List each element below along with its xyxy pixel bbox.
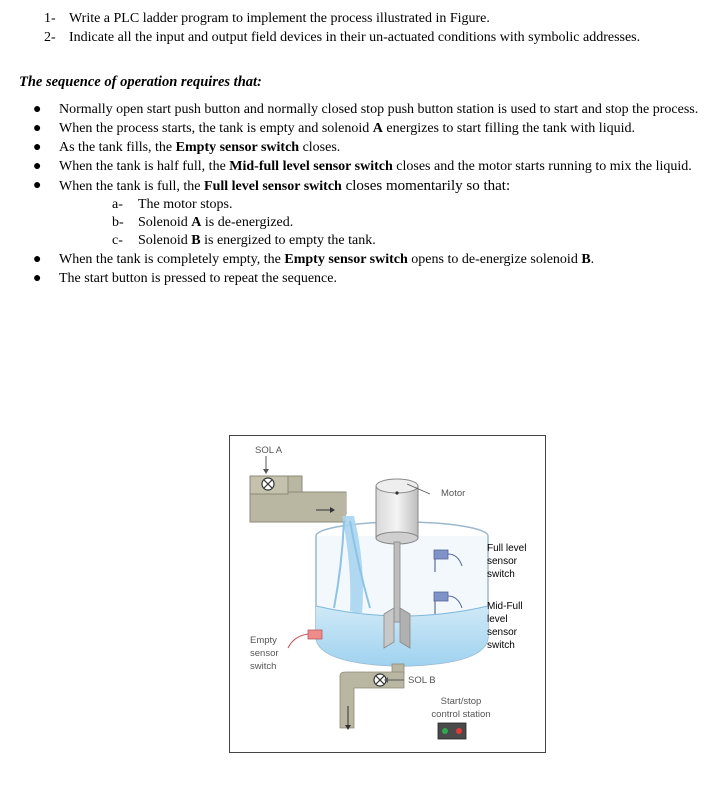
process-figure [229,435,546,753]
sequence-text: closes and the motor starts running to mix the liquid. [392,159,692,174]
empty-sensor-label [250,634,279,673]
sequence-text: When the tank is completely empty, the [59,252,285,267]
sequence-bold: Empty sensor switch [284,252,408,267]
bullet-icon: ● [33,121,42,136]
label-line: Mid-Full [487,601,523,612]
motor-label: Motor [441,488,466,499]
bullet-icon: ● [33,252,42,267]
sub-text: Solenoid [138,233,192,248]
task-item [44,9,640,28]
sequence-text: When the process starts, the tank is empty and solenoid [59,121,373,136]
sequence-bold: A [372,121,383,136]
full-level-label [487,542,526,581]
sequence-item [30,177,726,250]
inlet-pipe-run [286,492,346,522]
label-line: control station [431,709,491,720]
label-line: switch [487,569,515,580]
mid-full-label [487,600,523,652]
sub-letter: c- [112,233,123,248]
sequence-item [30,270,726,288]
sub-item [112,214,726,232]
sequence-bold: Full level sensor switch [204,179,342,194]
label-line: switch [487,640,515,651]
bullet-icon: ● [33,140,42,155]
sequence-text: As the tank fills, the [59,140,176,155]
sequence-text: closes. [299,140,341,155]
start-stop-label [420,695,502,721]
task-item [44,28,640,47]
bullet-icon: ● [33,159,42,174]
sub-item [112,232,726,250]
sequence-text: When the tank is full, the [59,179,205,194]
sub-text: Solenoid [138,215,192,230]
start-button-icon [442,728,448,734]
task-list [44,9,640,47]
sol-a-label: SOL A [255,445,283,456]
task-text: Write a PLC ladder program to implement the process illustrated in Figure. [69,11,490,26]
mixer-blade [384,608,394,648]
mid-full-sensor-icon [434,592,448,601]
label-line: Full level [487,543,527,554]
bullet-icon: ● [33,102,42,117]
label-line: sensor [250,648,279,659]
sequence-text: When the tank is half full, the [59,159,230,174]
sequence-item [30,101,726,119]
sub-text: The motor stops. [138,197,233,212]
sequence-list [30,101,726,289]
sub-letter: a- [112,197,123,212]
sub-bold: A [191,215,202,230]
label-line: sensor [487,627,518,638]
sequence-text: opens to de-energize solenoid [407,252,582,267]
sequence-text: . [590,252,595,267]
sequence-text: closes momentarily so that: [341,178,511,194]
sequence-bold: B [581,252,591,267]
bullet-icon: ● [33,271,42,286]
sub-list [59,196,726,250]
label-line: sensor [487,556,518,567]
mixer-shaft [394,542,400,622]
task-text: Indicate all the input and output field devices in their un-actuated conditions with symbolic addresses. [69,30,641,45]
sub-item [112,196,726,214]
sequence-text: energizes to start filling the tank with liquid. [382,121,635,136]
sol-b-label: SOL B [408,675,436,686]
sequence-bold: Empty sensor switch [175,140,300,155]
sequence-item [30,158,726,176]
sub-text: is energized to empty the tank. [200,233,376,248]
sequence-text: Normally open start push button and normally closed stop push button station is used to start and stop the process. [59,102,699,117]
sequence-item [30,251,726,269]
label-line: switch [250,661,277,672]
sub-bold: B [191,233,201,248]
full-level-sensor-icon [434,550,448,559]
label-line: Empty [250,635,277,646]
sequence-item [30,139,726,157]
sub-letter: b- [112,215,124,230]
bullet-icon: ● [33,178,42,193]
sequence-item [30,120,726,138]
sequence-heading: The sequence of operation requires that: [19,74,262,90]
label-line: Start/stop [440,696,482,707]
task-number: 2- [44,30,56,45]
empty-sensor-icon [308,630,322,639]
stop-button-icon [456,728,462,734]
sequence-bold: Mid-full level sensor switch [229,159,393,174]
sub-text: is de-energized. [201,215,294,230]
sequence-text: The start button is pressed to repeat the sequence. [59,271,337,286]
label-line: level [487,614,508,625]
task-number: 1- [44,11,56,26]
